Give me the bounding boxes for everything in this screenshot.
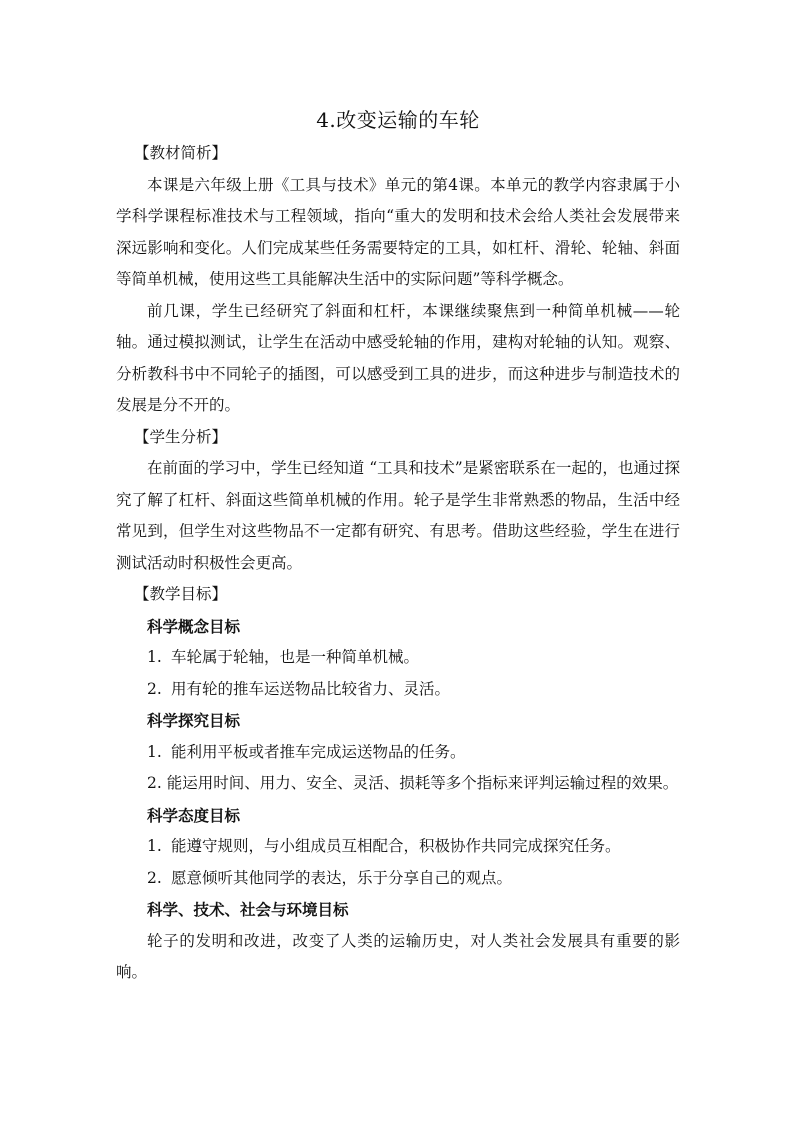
document-body [116, 104, 680, 989]
subheading-attitude-goals: 科学态度目标 [147, 805, 241, 825]
list-item-number: 2. [147, 868, 162, 887]
paragraph: 本课是六年级上册《工具与技术》单元的第4课。本单元的教学内容隶属于小学科学课程标准技术与工程领域，指向“重大的发明和技术会给人类社会发展带来深远影响和变化。人们完成某些任务需要特定的工具，如杠杆、滑轮、轮轴、斜面等简单机械，使用这些工具能解决生活中的实际问题”等科学概念。 [116, 175, 680, 288]
list-item [116, 831, 680, 863]
paragraph: 前几课，学生已经研究了斜面和杠杆，本课继续聚焦到一种简单机械——轮轴。通过模拟测试，让学生在活动中感受轮轴的作用，建构对轮轴的认知。观察、分析教科书中不同轮子的插图，可以感受到工具的进步，而这种进步与制造技术的发展是分不开的。 [116, 301, 680, 414]
list-item-text: 能利用平板或者推车完成运送物品的任务。 [171, 742, 466, 761]
paragraph: 轮子的发明和改进，改变了人类的运输历史，对人类社会发展具有重要的影响。 [116, 931, 680, 981]
list-item [116, 737, 680, 769]
list-item [116, 863, 680, 895]
subheading-sts-goals: 科学、技术、社会与环境目标 [147, 900, 349, 919]
section-heading-teaching-goals: 【教学目标】 [134, 585, 228, 603]
list-item-text: 能运用时间、用力、安全、灵活、损耗等多个指标来评判运输过程的效果。 [166, 774, 679, 792]
list-item-number: 1. [147, 837, 162, 855]
list-item [116, 642, 680, 674]
list-item-text: 愿意倾听其他同学的表达，乐于分享自己的观点。 [171, 868, 513, 887]
list-item-number: 1. [147, 742, 162, 761]
section-heading-textbook-analysis: 【教材简析】 [134, 144, 228, 162]
list-item-number: 2. [147, 679, 162, 698]
list-item-text: 用有轮的推车运送物品比较省力、灵活。 [171, 679, 451, 698]
paragraph: 在前面的学习中，学生已经知道 “工具和技术”是紧密联系在一起的，也通过探究了解了杠杆、斜面这些简单机械的作用。轮子是学生非常熟悉的物品，生活中经常见到，但学生对这些物品不一定都有研究、有思考。借助这些经验，学生在进行测试活动时积极性会更高。 [116, 459, 680, 572]
section-heading-student-analysis: 【学生分析】 [134, 427, 228, 446]
list-item [116, 674, 680, 706]
list-item-text: 能遵守规则，与小组成员互相配合，积极协作共同完成探究任务。 [171, 837, 621, 855]
list-item-number: 1. [147, 648, 162, 666]
list-item-text: 车轮属于轮轴，也是一种简单机械。 [171, 648, 420, 666]
list-item-number: 2. [147, 774, 162, 792]
list-item-wrapping [116, 768, 680, 800]
page-title: 4.改变运输的车轮 [316, 108, 480, 132]
subheading-inquiry-goals: 科学探究目标 [147, 711, 241, 730]
subheading-concept-goals: 科学概念目标 [147, 616, 241, 636]
